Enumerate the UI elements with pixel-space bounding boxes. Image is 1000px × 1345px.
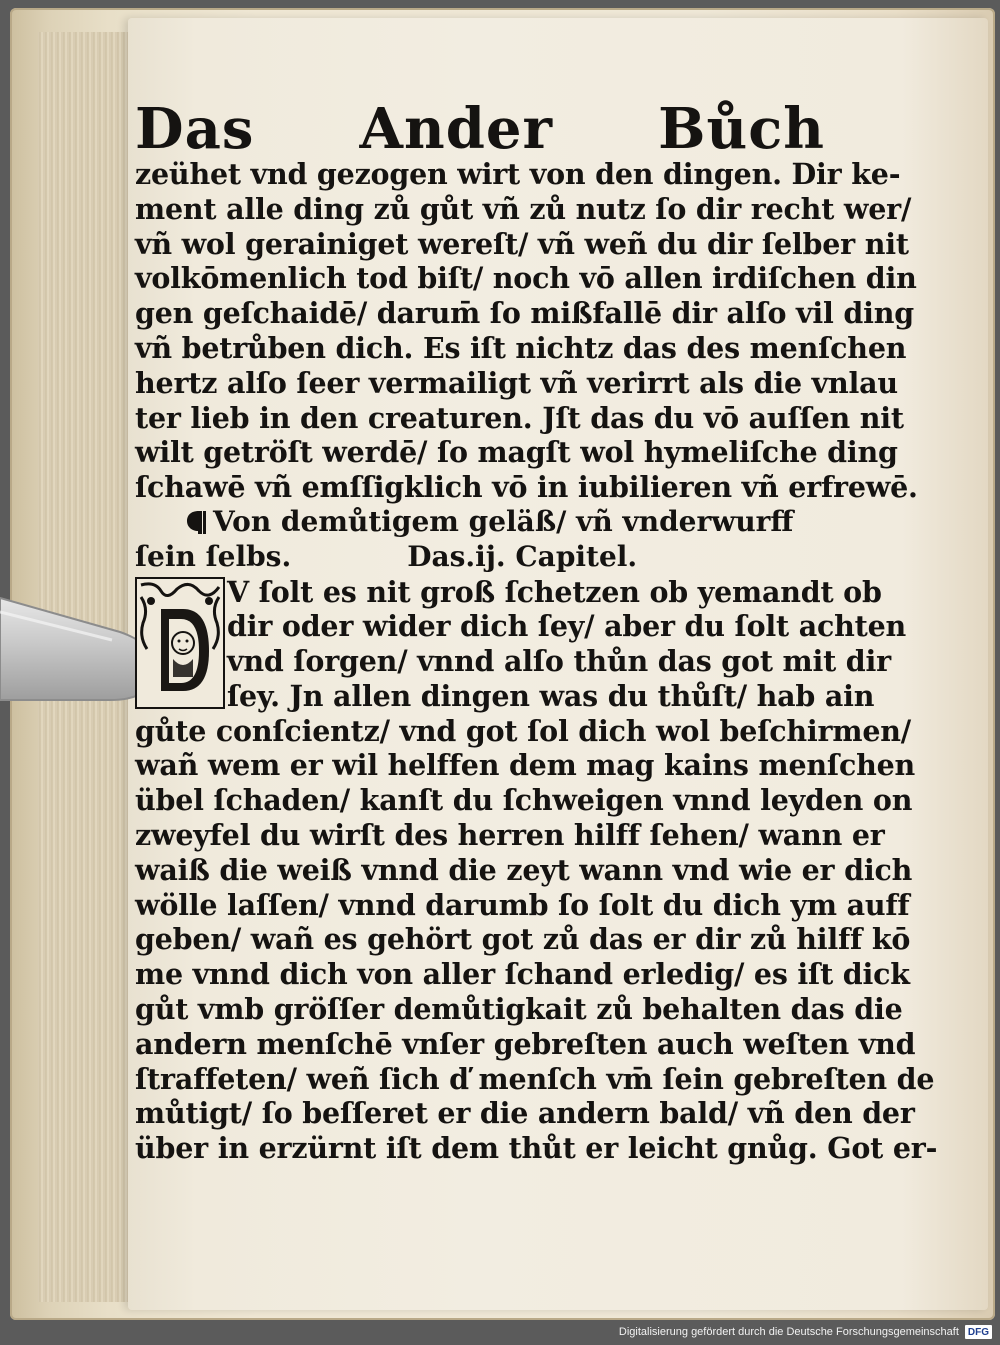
text-line: volkōmenlich tod biſt/ noch vō allen irdiſchen din	[135, 261, 917, 296]
text-line: ment alle ding zů gůt vñ zů nutz ſo dir recht wer/	[135, 191, 912, 226]
text-line: vnd ſorgen/ vnnd alſo thůn das got mit dir	[227, 644, 891, 679]
initial-paragraph	[135, 574, 907, 714]
text-line: dir oder wider dich ſey/ aber du ſolt achten	[227, 609, 907, 644]
text-line: zweyfel du wirſt des herren hilff ſehen/ wann er	[135, 817, 885, 852]
text-line: me vnnd dich von aller ſchand erledig/ es iſt dick	[135, 957, 910, 992]
text-line: vñ wol gerainiget wereſt/ vñ weñ du dir ſelber nit	[135, 226, 909, 261]
initial-lines	[227, 575, 906, 714]
chapter-heading-line2: ſein ſelbs.	[135, 539, 292, 573]
dfg-logo: DFG	[965, 1325, 992, 1339]
chapter-heading	[135, 505, 825, 540]
header-word: Ander	[359, 96, 553, 162]
chapter-number: Das.ij. Capitel.	[407, 539, 638, 573]
text-line: ſey. Jn allen dingen was du thůſt/ hab ain	[227, 678, 875, 713]
text-line: andern menſchē vnſer gebreſten auch weſten vnd	[135, 1026, 916, 1061]
text-line: gůt vmb gröſſer demůtigkait zů behalten das die	[135, 991, 903, 1026]
body-lines	[135, 713, 938, 1166]
text-line: zeühet vnd gezogen wirt von den dingen. Dir ke-	[135, 157, 901, 191]
text-line: můtigt/ ſo beſſeret er die andern bald/ vñ den der	[135, 1096, 915, 1131]
text-line: wañ wem er wil helffen dem mag kains menſchen	[135, 748, 916, 783]
text-line: gůte conſcientz/ vnd got ſol dich wol beſchirmen/	[135, 713, 911, 748]
running-header	[135, 85, 825, 162]
decorated-initial	[135, 577, 225, 709]
header-word: Bůch	[658, 96, 825, 162]
footer-credit: Digitalisierung gefördert durch die Deutsche Forschungsgemeinschaft	[618, 1326, 959, 1338]
chapter-heading-second-line	[135, 540, 825, 575]
chapter-heading-line1: Von demůtigem geläß/ vñ vnderwurff	[213, 504, 794, 538]
text-line: ſchawē vñ emſſigklich vō in iubilieren vñ erfrewē.	[135, 470, 918, 505]
text-line: übel ſchaden/ kanſt du ſchweigen vnnd leyden on	[135, 783, 913, 818]
text-line: gen geſchaidē/ darum̄ ſo mißfallē dir alſo vil ding	[135, 296, 914, 331]
pilcrow-icon	[185, 509, 207, 535]
text-line: ſtraffeten/ weñ ſich ď menſch vm̄ ſein gebreſten de	[135, 1061, 935, 1096]
text-lines-before-heading	[135, 157, 918, 505]
text-line: waiß die weiß vnnd die zeyt wann vnd wie er dich	[135, 852, 913, 887]
text-line: wölle laſſen/ vnnd darumb ſo ſolt du dich ym auff	[135, 887, 910, 922]
header-word: Das	[135, 96, 255, 162]
text-line: hertz alſo ſeer vermailigt vñ verirrt als die vnlau	[135, 365, 898, 400]
digitization-footer	[619, 1323, 992, 1341]
text-line: geben/ wañ es gehört got zů das er dir zů hilff kō	[135, 922, 911, 957]
text-line: V ſolt es nit groß ſchetzen ob yemandt ob	[227, 574, 882, 609]
text-line: wilt getröſt werdē/ ſo magſt wol hymeliſche ding	[135, 435, 898, 470]
text-line: über in erzürnt iſt dem thůt er leicht gnůg. Got er-	[135, 1131, 938, 1166]
text-line: vñ betrůben dich. Es iſt nichtz das des menſchen	[135, 330, 907, 365]
text-block	[135, 85, 938, 1166]
svg-text:D: D	[179, 702, 181, 704]
text-line: ter lieb in den creaturen. Jſt das du vō auſſen nit	[135, 400, 904, 435]
